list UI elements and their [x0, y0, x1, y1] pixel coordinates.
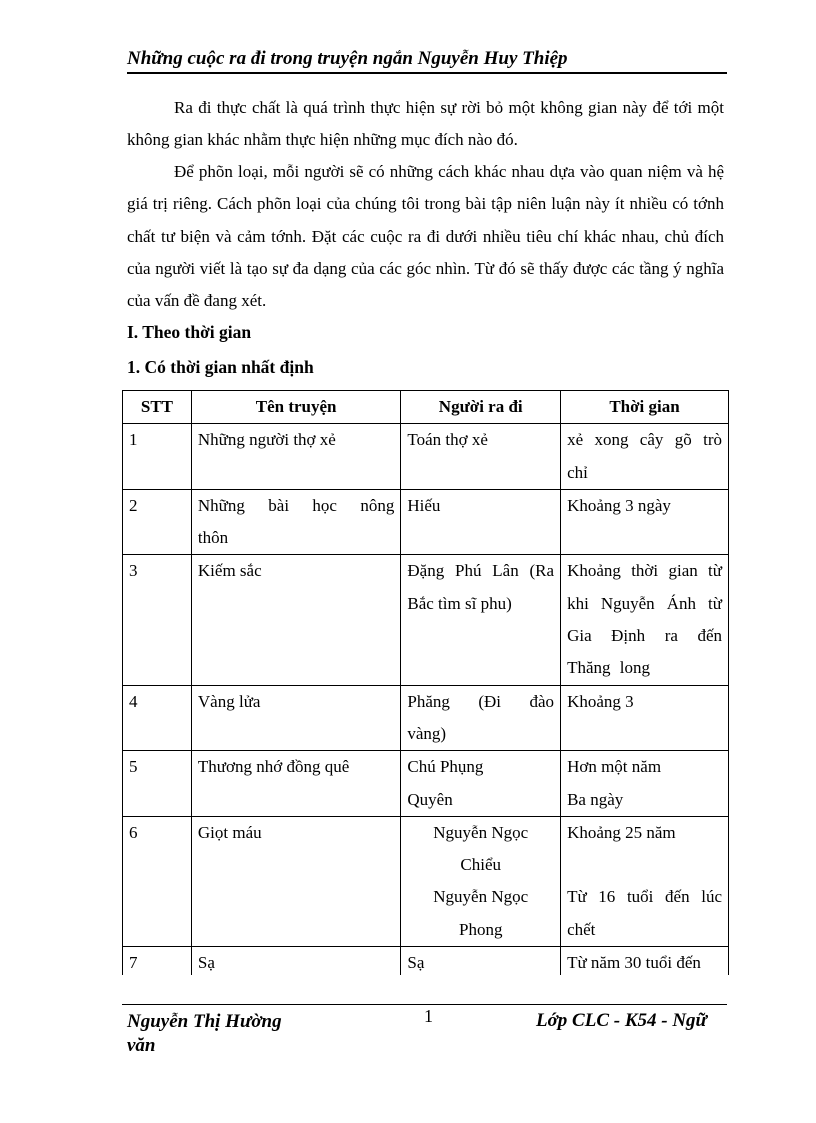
time-line: Khoảng 25 năm — [567, 822, 676, 842]
subsection-heading: 1. Có thời gian nhất định — [127, 357, 314, 377]
cell-stt: 1 — [123, 424, 192, 490]
cell-stt: 5 — [123, 751, 192, 817]
cell-story: Sạ — [191, 947, 400, 980]
cell-stt: 3 — [123, 555, 192, 685]
table-row — [123, 489, 729, 555]
table-row — [123, 555, 729, 685]
footer-class-cont: văn — [127, 1035, 156, 1056]
cell-time — [561, 751, 729, 817]
person-line: Chú Phụng — [407, 757, 484, 777]
cell-story: Vàng lửa — [191, 685, 400, 751]
cell-stt: 4 — [123, 685, 192, 751]
person-line: Nguyễn Ngọc Chiểu — [433, 822, 529, 875]
cell-story: Giọt máu — [191, 816, 400, 946]
table-row — [123, 751, 729, 817]
table-header-row — [123, 391, 729, 424]
header-divider — [127, 72, 727, 74]
footer-class-info: Lớp CLC - K54 - Ngữ — [536, 1010, 707, 1031]
departures-table — [122, 390, 729, 980]
cell-stt: 7 — [123, 947, 192, 980]
cell-time: Khoảng thời gian từ khi Nguyễn Ánh từ Gia Định ra đến Thăng long — [561, 555, 729, 685]
page-header-title: Những cuộc ra đi trong truyện ngắn Nguyễn Huy Thiệp — [127, 48, 568, 69]
table-row — [123, 424, 729, 490]
cell-time — [561, 816, 729, 946]
cell-person — [401, 816, 561, 946]
person-line: Nguyễn Ngọc Phong — [433, 887, 529, 939]
cell-time: Khoảng 3 ngày — [561, 489, 729, 555]
cell-person: Sạ — [401, 947, 561, 980]
cell-story: Kiếm sắc — [191, 555, 400, 685]
footer-author — [127, 1010, 327, 1058]
col-header-time: Thời gian — [561, 391, 729, 424]
cell-time: Từ năm 30 tuổi đến — [561, 947, 729, 980]
section-heading: I. Theo thời gian — [127, 322, 252, 342]
cell-person: Toán thợ xẻ — [401, 424, 561, 490]
col-header-person: Người ra đi — [401, 391, 561, 424]
cell-person: Hiếu — [401, 489, 561, 555]
cell-person — [401, 751, 561, 817]
time-line: Hơn một năm — [567, 757, 662, 777]
footer-author-name: Nguyễn Thị Hường — [127, 1011, 282, 1032]
page-number: 1 — [424, 1006, 433, 1026]
cell-stt: 2 — [123, 489, 192, 555]
cell-stt: 6 — [123, 816, 192, 946]
cell-story: Thương nhớ đồng quê — [191, 751, 400, 817]
table-row — [123, 816, 729, 946]
paragraph-1: Ra đi thực chất là quá trình thực hiện sự rời bỏ một không gian này để tới một không gian khác nhằm thực hiện những mục đích nào đó. — [127, 98, 724, 150]
cell-story: Những bài học nông thôn — [191, 489, 400, 555]
cell-time: Khoảng 3 — [561, 685, 729, 751]
time-line: Từ 16 tuổi đến lúc chết — [567, 887, 722, 939]
person-line: Quyên — [407, 789, 453, 809]
cell-time: xẻ xong cây gõ trò chỉ — [561, 424, 729, 490]
footer-divider — [122, 1004, 727, 1005]
time-line: Ba ngày — [567, 789, 624, 809]
col-header-stt: STT — [123, 391, 192, 424]
paragraph-2: Để phõn loại, mỗi người sẽ có những cách khác nhau dựa vào quan niệm và hệ giá trị riêng. Cách phõn loại của chúng tôi trong bài tập niên luận này ít nhiều có tớnh chất tư biện và cảm tớnh. Đặt các cuộc ra đi dưới nhiều tiêu chí khác nhau, chủ đích của người viết là tạo sự đa dạng của các góc nhìn. Từ đó sẽ thấy được các tầng ý nghĩa của vấn đề đang xét. — [127, 162, 724, 311]
spacer — [567, 849, 722, 881]
cell-person: Phăng (Đi đào vàng) — [401, 685, 561, 751]
col-header-story: Tên truyện — [191, 391, 400, 424]
cell-person: Đặng Phú Lân (Ra Bắc tìm sĩ phu) — [401, 555, 561, 685]
page-break-mask — [0, 975, 816, 1005]
table-row — [123, 685, 729, 751]
cell-story: Những người thợ xẻ — [191, 424, 400, 490]
